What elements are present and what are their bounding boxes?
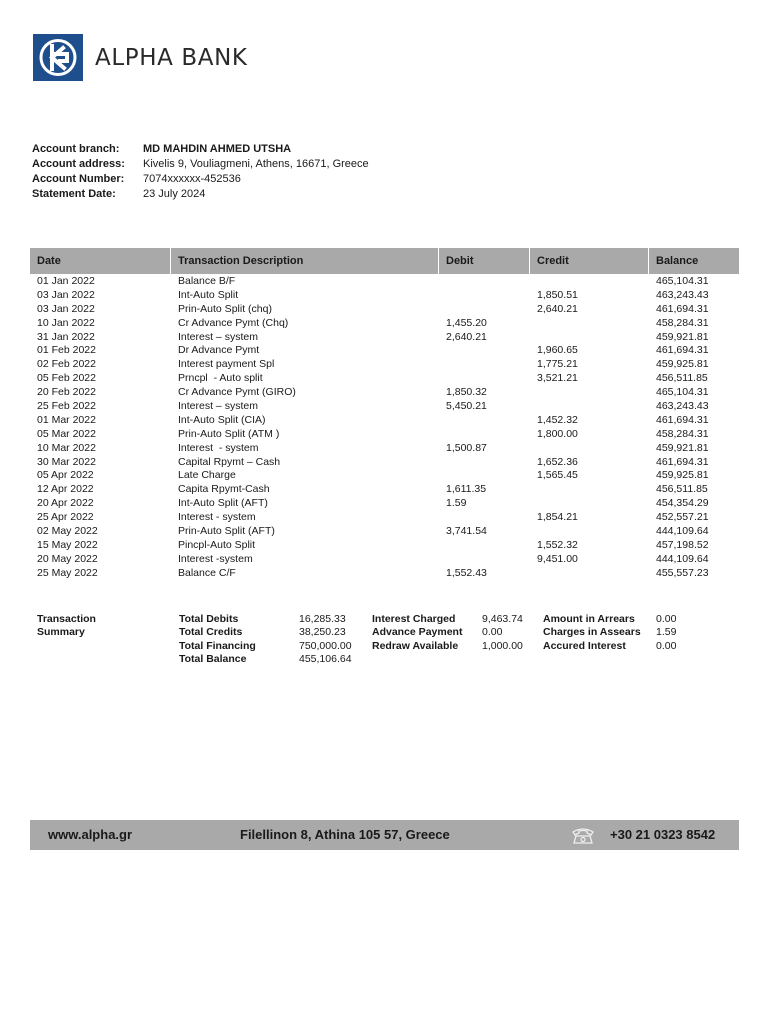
table-row <box>30 469 739 483</box>
row-date: 25 May 2022 <box>37 566 98 579</box>
row-balance: 454,354.29 <box>656 497 709 510</box>
table-row <box>30 317 739 331</box>
row-description: Interest – system <box>178 330 258 343</box>
row-credit <box>530 525 649 539</box>
arrears-labels <box>543 613 641 653</box>
account-address-label: Account address: <box>32 158 125 170</box>
row-debit <box>439 414 530 428</box>
row-credit: 1,552.32 <box>537 538 578 551</box>
row-debit: 1,552.43 <box>446 566 487 579</box>
website-link[interactable]: www.alpha.gr <box>48 827 133 842</box>
row-credit: 1,854.21 <box>537 511 578 524</box>
row-description: Interest payment Spl <box>178 358 275 371</box>
row-description: Interest - system <box>178 511 256 524</box>
table-body <box>30 274 739 581</box>
table-row <box>30 400 739 414</box>
row-description: Cr Advance Pymt (GIRO) <box>178 386 296 399</box>
row-description: Prin-Auto Split (chq) <box>178 302 272 315</box>
row-debit <box>439 275 530 289</box>
row-description: Prin-Auto Split (AFT) <box>178 525 275 538</box>
interest-charged-value: 9,463.74 <box>482 613 523 625</box>
row-debit <box>439 456 530 470</box>
row-credit: 1,800.00 <box>537 427 578 440</box>
row-balance: 461,694.31 <box>656 302 709 315</box>
account-branch-value: MD MAHDIN AHMED UTSHA <box>143 143 292 155</box>
row-balance: 444,109.64 <box>656 552 709 565</box>
total-balance-value: 455,106.64 <box>299 652 352 665</box>
table-row <box>30 428 739 442</box>
row-date: 10 Jan 2022 <box>37 316 95 329</box>
table-row <box>30 331 739 345</box>
row-description: Capital Rpymt – Cash <box>178 455 281 468</box>
row-balance: 465,104.31 <box>656 275 709 287</box>
row-balance: 456,511.85 <box>656 372 708 385</box>
footer-phone[interactable]: +30 21 0323 8542 <box>610 827 716 842</box>
summary-title <box>37 613 96 640</box>
row-balance: 457,198.52 <box>656 538 709 551</box>
total-debits-label: Total Debits <box>179 613 239 625</box>
row-date: 03 Jan 2022 <box>37 288 95 301</box>
accured-interest-label: Accured Interest <box>543 639 626 652</box>
table-row <box>30 497 739 511</box>
total-financing-label: Total Financing <box>179 639 256 652</box>
total-credits-value: 38,250.23 <box>299 626 346 639</box>
row-debit: 3,741.54 <box>446 525 487 538</box>
row-credit <box>530 400 649 414</box>
total-debits-value: 16,285.33 <box>299 613 346 625</box>
row-credit: 2,640.21 <box>537 302 578 315</box>
row-date: 01 Feb 2022 <box>37 344 96 357</box>
row-debit <box>439 358 530 372</box>
row-balance: 463,243.43 <box>656 288 709 301</box>
table-row <box>30 442 739 456</box>
row-balance: 461,694.31 <box>656 344 709 357</box>
account-number-row <box>32 172 369 187</box>
header-description: Transaction Description <box>171 248 439 274</box>
row-debit <box>439 553 530 567</box>
row-debit: 1,455.20 <box>446 316 487 329</box>
row-balance: 463,243.43 <box>656 400 709 413</box>
amount-in-arrears-value: 0.00 <box>656 613 677 625</box>
table-row <box>30 303 739 317</box>
row-date: 30 Mar 2022 <box>37 455 96 468</box>
statement-date-label: Statement Date: <box>32 188 116 200</box>
total-financing-value: 750,000.00 <box>299 639 352 652</box>
row-description: Dr Advance Pymt <box>178 344 260 357</box>
table-row <box>30 511 739 525</box>
row-credit: 1,452.32 <box>537 413 578 426</box>
header-debit: Debit <box>439 248 530 274</box>
account-number-label: Account Number: <box>32 173 125 185</box>
row-debit <box>439 289 530 303</box>
row-credit <box>530 497 649 511</box>
row-date: 02 May 2022 <box>37 525 98 538</box>
row-date: 31 Jan 2022 <box>37 330 95 343</box>
row-description: Cr Advance Pymt (Chq) <box>178 316 289 329</box>
row-date: 25 Apr 2022 <box>37 511 94 524</box>
accured-interest-value: 0.00 <box>656 639 677 652</box>
table-header <box>30 248 739 274</box>
row-credit <box>530 317 649 331</box>
header-credit: Credit <box>530 248 649 274</box>
row-date: 05 Mar 2022 <box>37 427 96 440</box>
row-description: Capita Rpymt-Cash <box>178 483 270 496</box>
table-row <box>30 386 739 400</box>
table-row <box>30 567 739 581</box>
row-debit: 1,850.32 <box>446 386 487 399</box>
row-description: Int-Auto Split <box>178 288 239 301</box>
row-description: Late Charge <box>178 469 236 482</box>
row-credit <box>530 386 649 400</box>
row-date: 03 Jan 2022 <box>37 302 95 315</box>
advance-payment-label: Advance Payment <box>372 626 463 639</box>
row-description: Int-Auto Split (CIA) <box>178 413 266 426</box>
row-credit <box>530 275 649 289</box>
table-row <box>30 372 739 386</box>
row-balance: 459,921.81 <box>656 441 709 454</box>
row-date: 05 Apr 2022 <box>37 469 94 482</box>
row-debit <box>439 303 530 317</box>
amount-in-arrears-label: Amount in Arrears <box>543 613 635 625</box>
row-description: Interest -system <box>178 552 253 565</box>
row-credit <box>530 442 649 456</box>
row-debit: 1,500.87 <box>446 441 487 454</box>
row-debit: 1.59 <box>446 497 467 510</box>
redraw-available-label: Redraw Available <box>372 639 459 652</box>
row-date: 02 Feb 2022 <box>37 358 96 371</box>
interest-charged-label: Interest Charged <box>372 613 456 625</box>
row-description: Interest - system <box>178 441 259 454</box>
table-row <box>30 525 739 539</box>
table-row <box>30 553 739 567</box>
row-date: 20 Feb 2022 <box>37 386 96 399</box>
alpha-bank-logo-icon <box>33 34 83 81</box>
row-date: 12 Apr 2022 <box>37 483 94 496</box>
row-description: Interest – system <box>178 400 258 413</box>
row-credit: 9,451.00 <box>537 552 578 565</box>
summary-title-line1: Transaction <box>37 613 96 625</box>
row-debit <box>439 469 530 483</box>
account-details <box>32 142 369 202</box>
row-description: Prncpl - Auto split <box>178 372 263 385</box>
statement-date-row <box>32 187 369 202</box>
table-row <box>30 539 739 553</box>
row-credit <box>530 483 649 497</box>
summary-title-line2: Summary <box>37 626 85 639</box>
row-balance: 459,921.81 <box>656 330 709 343</box>
row-debit: 1,611.35 <box>446 483 487 496</box>
row-debit <box>439 344 530 358</box>
row-debit <box>439 428 530 442</box>
row-date: 15 May 2022 <box>37 538 98 551</box>
row-balance: 458,284.31 <box>656 427 709 440</box>
row-credit: 1,775.21 <box>537 358 578 371</box>
row-date: 20 Apr 2022 <box>37 497 94 510</box>
row-debit: 5,450.21 <box>446 400 487 413</box>
account-branch-label: Account branch: <box>32 143 120 155</box>
row-date: 01 Jan 2022 <box>37 275 95 287</box>
row-description: Balance C/F <box>178 566 236 579</box>
table-row <box>30 275 739 289</box>
row-credit <box>530 331 649 345</box>
bank-logo <box>33 34 248 81</box>
interest-values <box>482 613 523 653</box>
row-credit: 1,652.36 <box>537 455 578 468</box>
advance-payment-value: 0.00 <box>482 626 503 639</box>
row-credit: 1,960.65 <box>537 344 578 357</box>
row-credit: 3,521.21 <box>537 372 578 385</box>
total-credits-label: Total Credits <box>179 626 243 639</box>
row-balance: 455,557.23 <box>656 566 709 579</box>
account-address-value: Kivelis 9, Vouliagmeni, Athens, 16671, Greece <box>143 158 369 170</box>
row-debit <box>439 539 530 553</box>
interest-labels <box>372 613 462 653</box>
row-description: Balance B/F <box>178 275 236 287</box>
row-balance: 461,694.31 <box>656 413 709 426</box>
row-date: 10 Mar 2022 <box>37 441 96 454</box>
telephone-icon <box>570 825 596 848</box>
row-credit: 1,565.45 <box>537 469 578 482</box>
table-row <box>30 414 739 428</box>
table-row <box>30 358 739 372</box>
table-row <box>30 483 739 497</box>
row-debit <box>439 511 530 525</box>
table-row <box>30 456 739 470</box>
row-credit: 1,850.51 <box>537 288 578 301</box>
row-balance: 444,109.64 <box>656 525 709 538</box>
row-debit: 2,640.21 <box>446 330 487 343</box>
statement-date-value: 23 July 2024 <box>143 188 206 200</box>
total-balance-label: Total Balance <box>179 652 247 665</box>
header-balance: Balance <box>656 255 699 267</box>
account-number-value: 7074xxxxxx-452536 <box>143 173 241 185</box>
row-description: Pincpl-Auto Split <box>178 538 256 551</box>
row-date: 25 Feb 2022 <box>37 400 96 413</box>
header-date: Date <box>30 248 171 274</box>
totals-values <box>299 613 352 666</box>
page-footer <box>30 820 739 850</box>
row-credit <box>530 567 649 581</box>
transactions-table <box>30 248 739 581</box>
row-date: 01 Mar 2022 <box>37 413 96 426</box>
charges-in-arrears-label: Charges in Assears <box>543 626 641 639</box>
account-address-row <box>32 157 369 172</box>
row-date: 05 Feb 2022 <box>37 372 96 385</box>
row-balance: 459,925.81 <box>656 469 709 482</box>
footer-address: Filellinon 8, Athina 105 57, Greece <box>240 827 450 842</box>
bank-name: ALPHA BANK <box>95 44 248 71</box>
row-description: Int-Auto Split (AFT) <box>178 497 268 510</box>
row-balance: 461,694.31 <box>656 455 709 468</box>
row-balance: 465,104.31 <box>656 386 709 399</box>
redraw-available-value: 1,000.00 <box>482 639 523 652</box>
totals-labels <box>179 613 256 666</box>
row-balance: 459,925.81 <box>656 358 709 371</box>
row-balance: 452,557.21 <box>656 511 709 524</box>
row-description: Prin-Auto Split (ATM ) <box>178 427 280 440</box>
row-balance: 456,511.85 <box>656 483 708 496</box>
row-balance: 458,284.31 <box>656 316 709 329</box>
account-branch-row <box>32 142 369 157</box>
charges-in-arrears-value: 1.59 <box>656 626 677 639</box>
row-debit <box>439 372 530 386</box>
table-row <box>30 289 739 303</box>
table-row <box>30 344 739 358</box>
row-date: 20 May 2022 <box>37 552 98 565</box>
arrears-values <box>656 613 676 653</box>
